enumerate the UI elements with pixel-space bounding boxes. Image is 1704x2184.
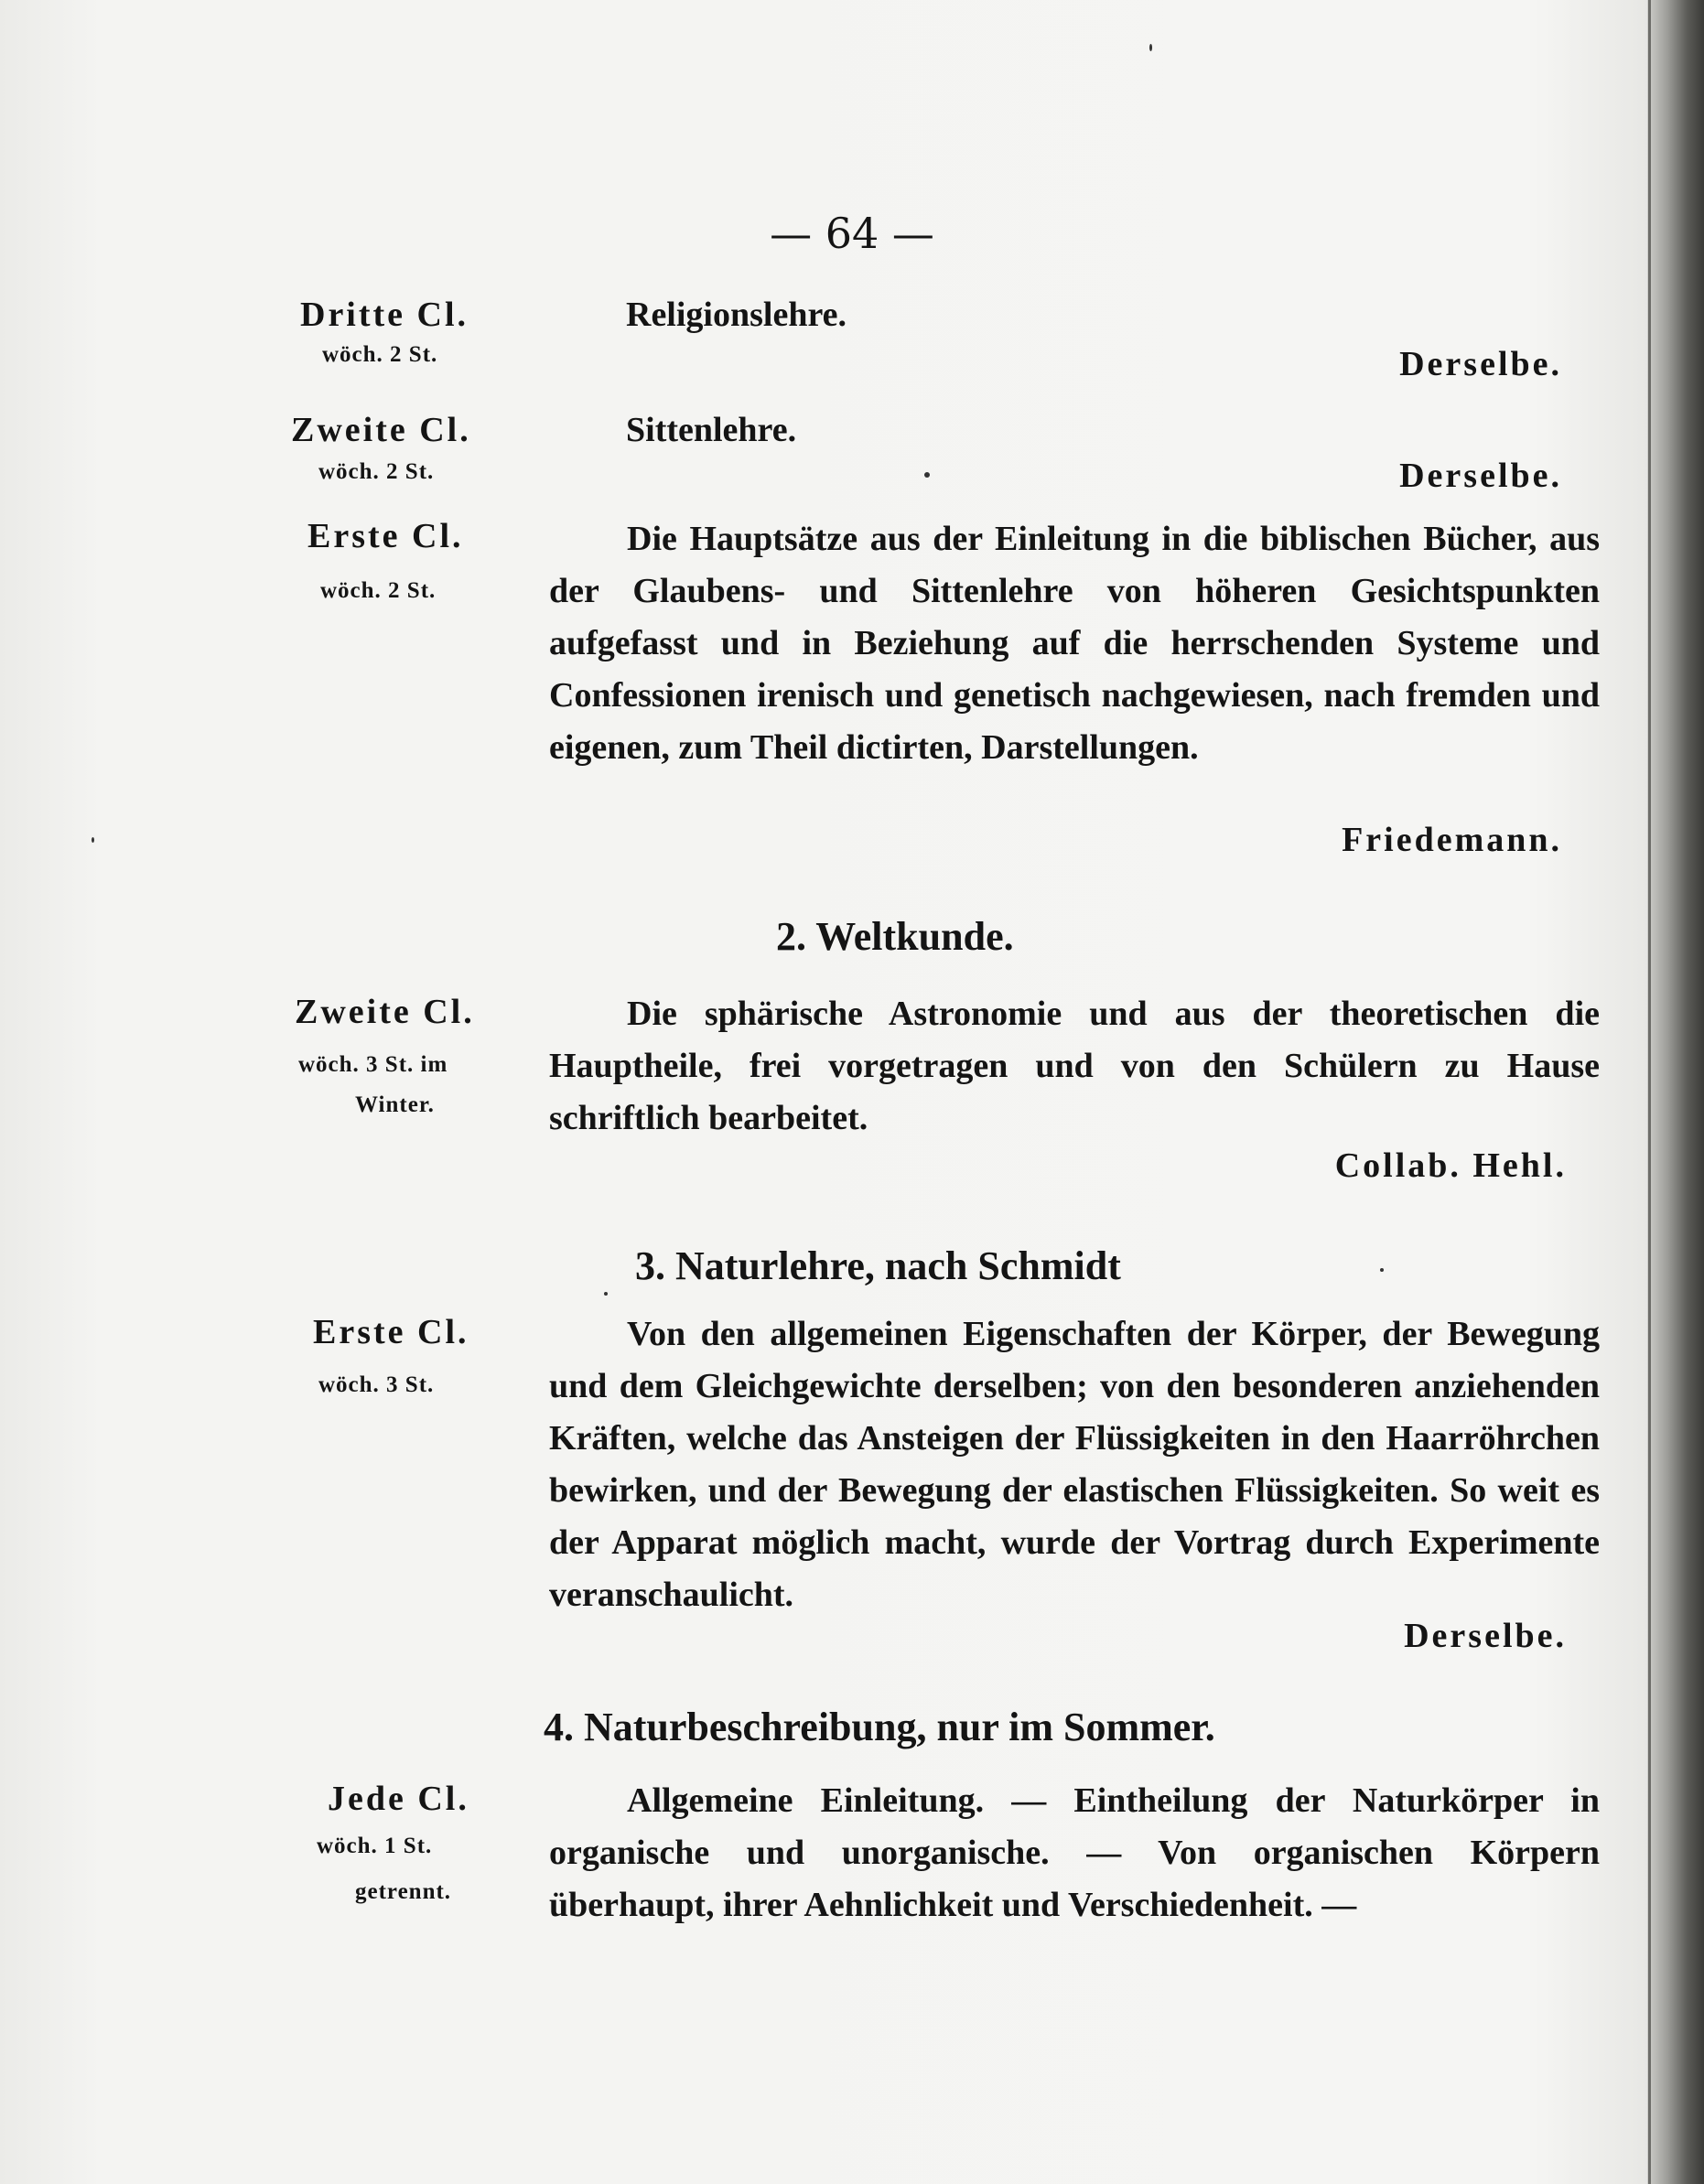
hours-label: wöch. 3 St. im bbox=[298, 1052, 448, 1077]
hours-label: wöch. 3 St. bbox=[318, 1372, 435, 1397]
section-heading-naturbeschreibung: 4. Naturbeschreibung, nur im Sommer. bbox=[544, 1705, 1215, 1749]
class-label-zweite: Zweite Cl. bbox=[291, 411, 471, 449]
teacher-name: Collab. Hehl. bbox=[1334, 1146, 1567, 1185]
hours-label-note: getrennt. bbox=[355, 1879, 452, 1904]
paragraph-naturlehre: Von den allgemeinen Eigenschaften der Körper, der Bewegung und dem Gleichgewichte derselben; von den besonderen anziehenden Kräften, welche das Ansteigen der Flüssigkeiten in den Haarröhrchen bewirken, und der Bewegung der elastischen Flüssigkeiten. So weit es der Apparat möglich macht, wurde der Vortrag durch Experimente veranschaulicht. bbox=[549, 1315, 1600, 1614]
hours-label: wöch. 2 St. bbox=[318, 459, 435, 484]
page-number: — 64 — bbox=[770, 209, 934, 258]
scan-speck bbox=[604, 1292, 608, 1296]
section-heading-weltkunde: 2. Weltkunde. bbox=[776, 914, 1014, 959]
teacher-name: Friedemann. bbox=[1342, 821, 1562, 859]
paragraph-erste-religion: Die Hauptsätze aus der Einleitung in die biblischen Bücher, aus der Glaubens- und Sittenlehre von höheren Gesichtspunkten aufgefasst und in Beziehung auf die herrschenden Systeme und Confessionen irenisch und genetisch nachgewiesen, nach fremden und eigenen, zum Theil dictirten, Darstellungen. bbox=[549, 520, 1600, 767]
hours-label: wöch. 2 St. bbox=[322, 342, 438, 367]
class-label-erste: Erste Cl. bbox=[307, 517, 464, 555]
hours-label-season: Winter. bbox=[355, 1092, 435, 1117]
teacher-name: Derselbe. bbox=[1404, 1617, 1567, 1655]
scan-speck bbox=[92, 837, 94, 843]
scan-speck bbox=[924, 472, 930, 478]
hours-label: wöch. 1 St. bbox=[317, 1834, 433, 1858]
hours-label: wöch. 2 St. bbox=[320, 578, 437, 603]
class-label-zweite: Zweite Cl. bbox=[295, 993, 475, 1031]
scan-speck bbox=[1149, 44, 1152, 51]
section-heading-naturlehre: 3. Naturlehre, nach Schmidt bbox=[635, 1243, 1121, 1288]
class-label-dritte: Dritte Cl. bbox=[300, 296, 469, 334]
teacher-name: Derselbe. bbox=[1399, 345, 1562, 383]
paragraph-weltkunde: Die sphärische Astronomie und aus der theoretischen die Hauptheile, frei vorgetragen und von den Schülern zu Hause schriftlich bearbeitet. bbox=[549, 995, 1600, 1137]
page-edge bbox=[1648, 0, 1651, 2184]
book-gutter-shadow bbox=[1647, 0, 1704, 2184]
subject-religionslehre: Religionslehre. bbox=[626, 296, 847, 334]
teacher-name: Derselbe. bbox=[1399, 457, 1562, 495]
paragraph-naturbeschreibung: Allgemeine Einleitung. — Eintheilung der Naturkörper in organische und unorganische. — Von organischen Körpern überhaupt, ihrer Aehnlichkeit und Verschiedenheit. — bbox=[549, 1781, 1600, 1924]
subject-sittenlehre: Sittenlehre. bbox=[626, 411, 797, 449]
class-label-jede: Jede Cl. bbox=[328, 1780, 469, 1818]
class-label-erste: Erste Cl. bbox=[313, 1313, 469, 1351]
scan-speck bbox=[1380, 1268, 1384, 1272]
